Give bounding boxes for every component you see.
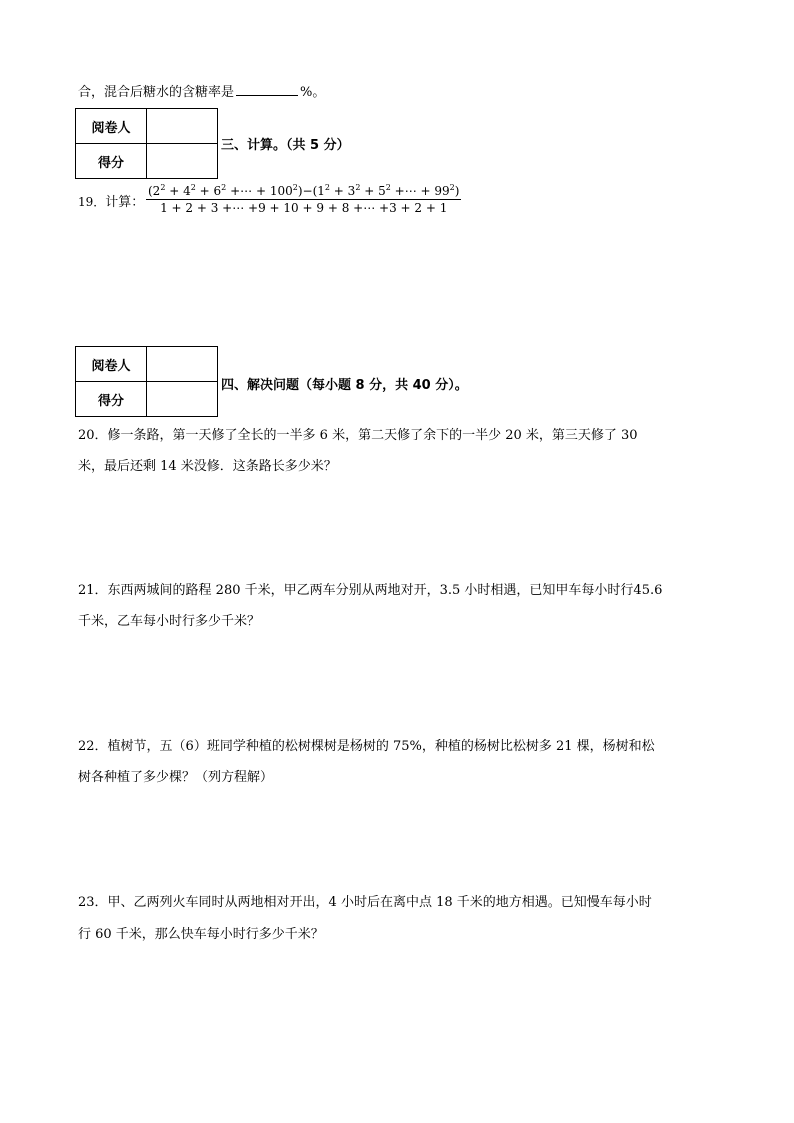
question-22-line1: 22．植树节，五（6）班同学种植的松树棵树是杨树的 75%，种植的杨树比松树多 21 棵，杨树和松 [78, 739, 655, 754]
fraction-numerator: ($2^2 + 4^2 + 6^2$ +⋯ + $100^2)-(1^2 + 3^2 + 5^2$ +⋯ + $99^2$) [148, 183, 460, 198]
question-20-line1: 20．修一条路，第一天修了全长的一半多 6 米，第二天修了余下的一半少 20 米，第三天修了 30 [78, 428, 638, 443]
reviewer-cell[interactable] [147, 109, 218, 144]
reviewer-cell[interactable] [147, 347, 218, 382]
question-20-line2: 米，最后还剩 14 米没修．这条路长多少米？ [78, 459, 337, 474]
reviewer-label: 阅卷人 [76, 109, 147, 144]
question-23-line2: 行 60 千米，那么快车每小时行多少千米？ [78, 927, 324, 942]
score-cell[interactable] [147, 382, 218, 417]
fragment-text: 合，混合后糖水的含糖率是 [78, 85, 235, 100]
question-21-line1: 21．东西两城间的路程 280 千米，甲乙两车分别从两地对开，3.5 小时相遇，已知甲车每小时行45.6 [78, 583, 663, 598]
fragment-suffix: %。 [300, 85, 326, 100]
question-prompt: 计算： [105, 195, 145, 210]
section-heading: 三、计算。（共 5 分） [221, 138, 350, 153]
question-21-line2: 千米，乙车每小时行多少千米？ [78, 614, 261, 629]
question-number: 19． [78, 195, 106, 209]
question-19 [78, 194, 144, 211]
question-23-line1: 23．甲、乙两列火车同时从两地相对开出，4 小时后在离中点 18 千米的地方相遇。已知慢车每小时 [78, 895, 652, 910]
fraction-denominator: 1 + 2 + 3 +⋯ +9 + 10 + 9 + 8 +⋯ +3 + 2 + 1 [160, 201, 448, 215]
score-cell[interactable] [147, 144, 218, 179]
fraction-expression [146, 183, 461, 215]
question-22-line2: 树各种植了多少棵？（列方程解） [78, 770, 274, 785]
answer-blank[interactable] [236, 82, 298, 96]
score-table [75, 108, 218, 179]
reviewer-label: 阅卷人 [76, 347, 147, 382]
score-label: 得分 [76, 144, 147, 179]
prev-question-fragment [78, 82, 325, 101]
score-label: 得分 [76, 382, 147, 417]
section-heading: 四、解决问题（每小题 8 分，共 40 分）。 [221, 378, 468, 393]
score-table [75, 346, 218, 417]
